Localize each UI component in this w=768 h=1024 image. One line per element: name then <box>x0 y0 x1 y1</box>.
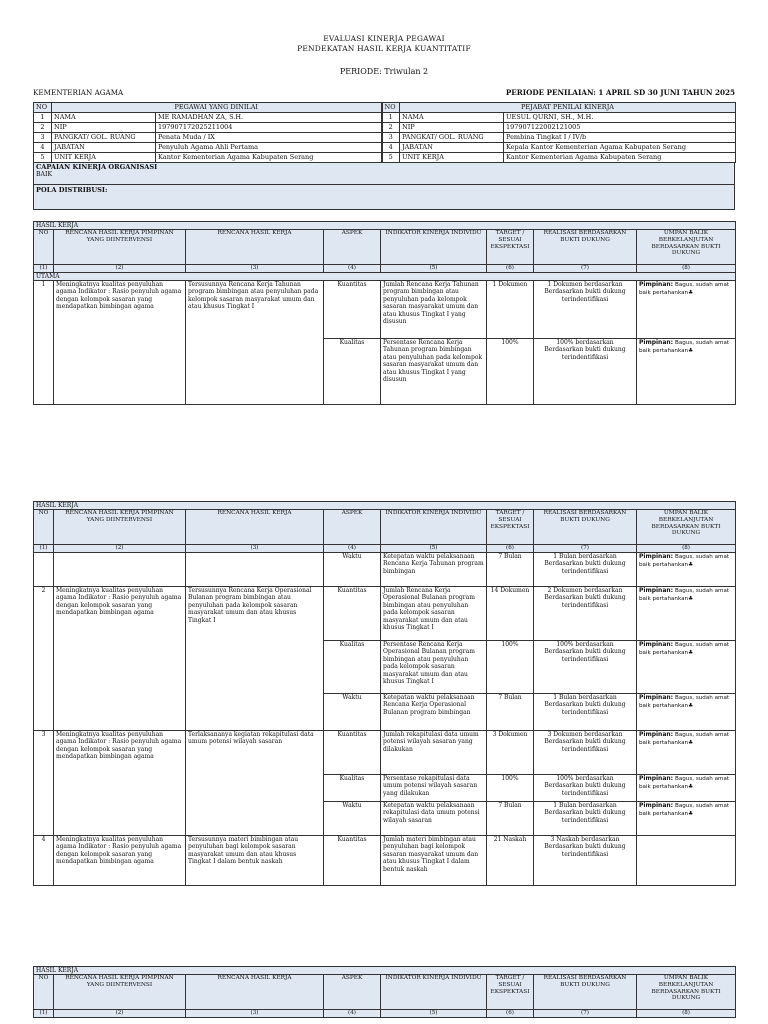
target-cell: 100% <box>487 641 534 694</box>
pejabat-value: UESUL QURNI, SH., M.H. <box>504 113 736 123</box>
aspek-cell: Kualitas <box>324 641 381 694</box>
feedback-cell <box>637 553 736 587</box>
document-title <box>0 34 768 54</box>
column-number: (4) <box>324 265 381 273</box>
rencana-hasil-kerja: Tersusunnya materi bimbingan atau penyuluhan bagi kelompok sasaran masyarakat umum dan atau khusus Tingkat I dalam bentuk naskah <box>186 836 324 886</box>
feedback-pimpinan: Pimpinan: <box>639 775 674 782</box>
column-header: UMPAN BALIK BERKELANJUTAN BERDASARKAN BUKTI DUKUNG <box>637 510 736 545</box>
pejabat-label: NAMA <box>400 113 504 123</box>
feedback-cell <box>637 587 736 641</box>
indikator-cell: Jumlah Rencana Kerja Tahunan program bimbingan atau penyuluhan pada kelompok sasaran masyarakat umum dan atau khusus Tingkat I yang disusun <box>381 281 487 339</box>
column-header: RENCANA HASIL KERJA PIMPINAN YANG DIINTERVENSI <box>54 230 186 265</box>
pegawai-label: NIP <box>52 123 156 133</box>
row-no: 1 <box>34 281 54 405</box>
col-no-right: NO <box>382 103 400 113</box>
pejabat-no: 3 <box>382 133 400 143</box>
pegawai-no: 4 <box>34 143 52 153</box>
column-header: REALISASI BERDASARKAN BUKTI DUKUNG <box>534 975 637 1010</box>
instansi-name: KEMENTERIAN AGAMA <box>33 88 124 97</box>
indikator-cell: Jumlah materi bimbingan atau penyuluhan bagi kelompok sasaran masyarakat umum dan atau khusus Tingkat I dalam bentuk naskah <box>381 836 487 886</box>
column-number-row <box>34 1010 736 1018</box>
feedback-text: Bagus, sudah amat baik pertahankan♣ <box>639 695 730 710</box>
column-number: (8) <box>637 1010 736 1018</box>
column-header: TARGET / SESUAI EKSPEKTASI <box>487 975 534 1010</box>
pejabat-value: Kepala Kantor Kementerian Agama Kabupaten Serang <box>504 143 736 153</box>
feedback-cell <box>637 641 736 694</box>
column-header: RENCANA HASIL KERJA <box>186 975 324 1010</box>
capaian-value: BAIK <box>36 171 53 179</box>
utama-row <box>34 273 736 281</box>
realisasi-cell: 1 Dokumen berdasarkan Berdasarkan bukti dukung terindentifikasi <box>534 281 637 339</box>
column-header: ASPEK <box>324 975 381 1010</box>
hasil-kerja-section-row <box>34 967 736 975</box>
indikator-cell: Jumlah Rencana Kerja Operasional Bulanan program bimbingan atau penyuluhan pada kelompok sasaran masyarakat umum dan atau khusus Tingkat I <box>381 587 487 641</box>
feedback-pimpinan: Pimpinan: <box>639 587 674 594</box>
column-number: (1) <box>34 1010 54 1018</box>
pejabat-label: NIP <box>400 123 504 133</box>
target-cell: 14 Dokumen <box>487 587 534 641</box>
hasil-kerja-block-2 <box>33 501 735 886</box>
periode-penilaian: PERIODE PENILAIAN: 1 APRIL SD 30 JUNI TAHUN 2025 <box>505 88 735 97</box>
feedback-pimpinan: Pimpinan: <box>639 281 674 288</box>
feedback-cell <box>637 731 736 775</box>
pegawai-dinilai-title: PEGAWAI YANG DINILAI <box>52 103 382 113</box>
pegawai-value: Penyuluh Agama Ahli Pertama <box>156 143 382 153</box>
column-header: REALISASI BERDASARKAN BUKTI DUKUNG <box>534 230 637 265</box>
pejabat-value: 197907122002121005 <box>504 123 736 133</box>
rencana-hasil-kerja: Tersusunnya Rencana Kerja Operasional Bulanan program bimbingan atau penyuluhan pada kelompok sasaran masyarakat umum dan atau khusus Tingkat I <box>186 587 324 731</box>
row-no: 3 <box>34 731 54 836</box>
indicator-row <box>34 731 736 775</box>
aspek-cell: Kualitas <box>324 775 381 802</box>
column-number: (6) <box>487 1010 534 1018</box>
column-header-row <box>34 510 736 545</box>
column-header: NO <box>34 230 54 265</box>
feedback-text: Bagus, sudah amat baik pertahankan♣ <box>639 340 730 355</box>
column-header: INDIKATOR KINERJA INDIVIDU <box>381 510 487 545</box>
pejabat-no: 2 <box>382 123 400 133</box>
target-cell: 7 Bulan <box>487 694 534 731</box>
realisasi-cell: 100% berdasarkan Berdasarkan bukti dukung terindentifikasi <box>534 775 637 802</box>
pejabat-value: Kantor Kementerian Agama Kabupaten Serang <box>504 153 736 163</box>
column-header: NO <box>34 975 54 1010</box>
pegawai-no: 3 <box>34 133 52 143</box>
rencana-pimpinan: Meningkatnya kualitas penyuluhan agama Indikator : Rasio penyuluh agama dengan kelompok sasaran yang mendapatkan bimbingan agama <box>54 281 186 405</box>
column-header: RENCANA HASIL KERJA PIMPINAN YANG DIINTERVENSI <box>54 975 186 1010</box>
feedback-pimpinan: Pimpinan: <box>639 802 674 809</box>
indicator-row <box>34 587 736 641</box>
aspek-cell: Kuantitas <box>324 836 381 886</box>
feedback-pimpinan: Pimpinan: <box>639 731 674 738</box>
feedback-text: Bagus, sudah amat baik pertahankan♣ <box>639 803 730 818</box>
column-number: (6) <box>487 545 534 553</box>
realisasi-cell: 1 Bulan berdasarkan Berdasarkan bukti dukung terindentifikasi <box>534 802 637 836</box>
pegawai-no: 1 <box>34 113 52 123</box>
column-number: (8) <box>637 545 736 553</box>
pegawai-label: NAMA <box>52 113 156 123</box>
row-no <box>34 553 54 587</box>
column-header: RENCANA HASIL KERJA <box>186 230 324 265</box>
identity-rows <box>34 113 736 163</box>
pegawai-no: 5 <box>34 153 52 163</box>
pegawai-value: 197907172025211004 <box>156 123 382 133</box>
target-cell: 7 Bulan <box>487 553 534 587</box>
title-line-1: EVALUASI KINERJA PEGAWAI <box>323 34 445 43</box>
aspek-cell: Waktu <box>324 553 381 587</box>
indicator-row <box>34 281 736 339</box>
feedback-text: Bagus, sudah amat baik pertahankan♣ <box>639 554 730 569</box>
identity-row <box>34 153 736 163</box>
target-cell: 1 Dokumen <box>487 281 534 339</box>
realisasi-cell: 3 Naskah berdasarkan Berdasarkan bukti dukung terindentifikasi <box>534 836 637 886</box>
identity-section <box>33 102 735 210</box>
realisasi-cell: 100% berdasarkan Berdasarkan bukti dukung terindentifikasi <box>534 641 637 694</box>
identity-row <box>34 123 736 133</box>
pegawai-value: Kantor Kementerian Agama Kabupaten Serang <box>156 153 382 163</box>
column-number: (8) <box>637 265 736 273</box>
indikator-cell: Persentase Rencana Kerja Operasional Bulanan program bimbingan atau penyuluhan pada kelompok sasaran masyarakat umum dan atau khusus Tingkat I <box>381 641 487 694</box>
feedback-pimpinan: Pimpinan: <box>639 641 674 648</box>
column-header: REALISASI BERDASARKAN BUKTI DUKUNG <box>534 510 637 545</box>
pegawai-label: UNIT KERJA <box>52 153 156 163</box>
pola-cell <box>34 185 735 210</box>
column-header: UMPAN BALIK BERKELANJUTAN BERDASARKAN BUKTI DUKUNG <box>637 230 736 265</box>
hasil-kerja-block-3 <box>33 966 735 1018</box>
pegawai-value: ME RAMADHAN ZA, S.H. <box>156 113 382 123</box>
identity-row <box>34 113 736 123</box>
hasil-kerja-section-row <box>34 222 736 230</box>
column-header: TARGET / SESUAI EKSPEKTASI <box>487 230 534 265</box>
column-number: (2) <box>54 265 186 273</box>
indikator-cell: Persentase rekapitulasi data umum potensi wilayah sasaran yang dilakukan <box>381 775 487 802</box>
column-number: (2) <box>54 545 186 553</box>
feedback-cell <box>637 281 736 339</box>
target-cell: 100% <box>487 775 534 802</box>
indicator-row <box>34 836 736 886</box>
pejabat-value: Pembina Tingkat I / IV/b <box>504 133 736 143</box>
column-header: TARGET / SESUAI EKSPEKTASI <box>487 510 534 545</box>
pegawai-no: 2 <box>34 123 52 133</box>
column-number: (2) <box>54 1010 186 1018</box>
indikator-cell: Ketepatan waktu pelaksanaan Rencana Kerja Tahunan program bimbingan <box>381 553 487 587</box>
aspek-cell: Kualitas <box>324 339 381 405</box>
hasil-kerja-table-2 <box>33 501 736 886</box>
column-number: (4) <box>324 1010 381 1018</box>
column-number: (5) <box>381 1010 487 1018</box>
aspek-cell: Kuantitas <box>324 281 381 339</box>
column-header: INDIKATOR KINERJA INDIVIDU <box>381 230 487 265</box>
pegawai-value: Penata Muda / IX <box>156 133 382 143</box>
feedback-cell <box>637 339 736 405</box>
capaian-label: CAPAIAN KINERJA ORGANISASI <box>36 163 158 171</box>
column-header: UMPAN BALIK BERKELANJUTAN BERDASARKAN BUKTI DUKUNG <box>637 975 736 1010</box>
feedback-pimpinan: Pimpinan: <box>639 694 674 701</box>
feedback-cell <box>637 694 736 731</box>
column-number-row <box>34 545 736 553</box>
aspek-cell: Kuantitas <box>324 587 381 641</box>
aspek-cell: Waktu <box>324 802 381 836</box>
feedback-cell <box>637 802 736 836</box>
pejabat-no: 4 <box>382 143 400 153</box>
rencana-hasil-kerja: Terlaksananya kegiatan rekapitulasi data umum potensi wilayah sasaran <box>186 731 324 836</box>
pejabat-no: 5 <box>382 153 400 163</box>
hasil-kerja-label: HASIL KERJA <box>34 222 736 230</box>
realisasi-cell: 3 Dokumen berdasarkan Berdasarkan bukti dukung terindentifikasi <box>534 731 637 775</box>
indikator-cell: Ketepatan waktu pelaksanaan Rencana Kerja Operasional Bulanan program bimbingan <box>381 694 487 731</box>
rencana-pimpinan: Meningkatnya kualitas penyuluhan agama Indikator : Rasio penyuluh agama dengan kelompok sasaran yang mendapatkan bimbingan agama <box>54 836 186 886</box>
column-number: (3) <box>186 1010 324 1018</box>
column-number: (7) <box>534 545 637 553</box>
identity-table <box>33 102 736 163</box>
target-cell: 3 Dokumen <box>487 731 534 775</box>
realisasi-cell: 100% berdasarkan Berdasarkan bukti dukung terindentifikasi <box>534 339 637 405</box>
realisasi-cell: 2 Dokumen berdasarkan Berdasarkan bukti dukung terindentifikasi <box>534 587 637 641</box>
hasil-kerja-label: HASIL KERJA <box>34 967 736 975</box>
column-number: (4) <box>324 545 381 553</box>
hasil-kerja-block-1 <box>33 221 735 405</box>
pegawai-label: JABATAN <box>52 143 156 153</box>
identity-row <box>34 133 736 143</box>
column-header: INDIKATOR KINERJA INDIVIDU <box>381 975 487 1010</box>
instansi-row <box>33 88 735 97</box>
capaian-cell <box>34 163 735 185</box>
pola-label: POLA DISTRIBUSI: <box>36 186 108 194</box>
rencana-pimpinan: Meningkatnya kualitas penyuluhan agama Indikator : Rasio penyuluh agama dengan kelompok sasaran yang mendapatkan bimbingan agama <box>54 587 186 731</box>
feedback-cell-empty <box>637 836 736 886</box>
feedback-pimpinan: Pimpinan: <box>639 339 674 346</box>
indikator-cell: Persentase Rencana Kerja Tahunan program bimbingan atau penyuluhan pada kelompok sasaran masyarakat umum dan atau khusus Tingkat I yang disusun <box>381 339 487 405</box>
aspek-cell: Waktu <box>324 694 381 731</box>
column-number: (5) <box>381 265 487 273</box>
col-no-left: NO <box>34 103 52 113</box>
identity-row <box>34 143 736 153</box>
column-number: (6) <box>487 265 534 273</box>
feedback-text: Bagus, sudah amat baik pertahankan♣ <box>639 588 730 603</box>
realisasi-cell: 1 Bulan berdasarkan Berdasarkan bukti dukung terindentifikasi <box>534 694 637 731</box>
row-no: 2 <box>34 587 54 731</box>
pejabat-label: PANGKAT/ GOL. RUANG <box>400 133 504 143</box>
row-no: 4 <box>34 836 54 886</box>
column-header: ASPEK <box>324 230 381 265</box>
hasil-kerja-label: HASIL KERJA <box>34 502 736 510</box>
column-header: RENCANA HASIL KERJA PIMPINAN YANG DIINTERVENSI <box>54 510 186 545</box>
pejabat-label: JABATAN <box>400 143 504 153</box>
pejabat-label: UNIT KERJA <box>400 153 504 163</box>
aspek-cell: Kuantitas <box>324 731 381 775</box>
column-header: RENCANA HASIL KERJA <box>186 510 324 545</box>
hasil-kerja-table-1 <box>33 221 736 405</box>
column-header-row <box>34 230 736 265</box>
rencana-pimpinan <box>54 553 186 587</box>
indikator-cell: Jumlah rekapitulasi data umum potensi wilayah sasaran yang dilakukan <box>381 731 487 775</box>
feedback-text: Bagus, sudah amat baik pertahankan♣ <box>639 282 730 297</box>
column-header: ASPEK <box>324 510 381 545</box>
column-header-row <box>34 975 736 1010</box>
hasil-kerja-table-3 <box>33 966 736 1018</box>
title-line-2: PENDEKATAN HASIL KERJA KUANTITATIF <box>297 44 471 53</box>
column-number: (5) <box>381 545 487 553</box>
pegawai-label: PANGKAT/ GOL. RUANG <box>52 133 156 143</box>
indikator-cell: Ketepatan waktu pelaksanaan rekapitulasi data umum potensi wilayah sasaran <box>381 802 487 836</box>
target-cell: 100% <box>487 339 534 405</box>
column-number: (7) <box>534 1010 637 1018</box>
column-number: (1) <box>34 265 54 273</box>
column-number: (1) <box>34 545 54 553</box>
target-cell: 7 Bulan <box>487 802 534 836</box>
column-number: (3) <box>186 265 324 273</box>
pejabat-penilai-title: PEJABAT PENILAI KINERJA <box>400 103 736 113</box>
capaian-table <box>33 162 735 210</box>
rencana-pimpinan: Meningkatnya kualitas penyuluhan agama Indikator : Rasio penyuluh agama dengan kelompok sasaran yang mendapatkan bimbingan agama <box>54 731 186 836</box>
column-number: (3) <box>186 545 324 553</box>
pejabat-no: 1 <box>382 113 400 123</box>
target-cell: 21 Naskah <box>487 836 534 886</box>
feedback-text: Bagus, sudah amat baik pertahankan♣ <box>639 732 730 747</box>
utama-label: UTAMA <box>34 273 736 281</box>
realisasi-cell: 1 Bulan berdasarkan Berdasarkan bukti dukung terindentifikasi <box>534 553 637 587</box>
periode-label: PERIODE: Triwulan 2 <box>339 67 429 76</box>
column-number-row <box>34 265 736 273</box>
feedback-cell <box>637 775 736 802</box>
feedback-text: Bagus, sudah amat baik pertahankan♣ <box>639 776 730 791</box>
hasil-kerja-section-row <box>34 502 736 510</box>
feedback-pimpinan: Pimpinan: <box>639 553 674 560</box>
rencana-hasil-kerja: Tersusunnya Rencana Kerja Tahunan program bimbingan atau penyuluhan pada kelompok sasaran masyarakat umum dan atau khusus Tingkat I <box>186 281 324 405</box>
indicator-row <box>34 553 736 587</box>
feedback-text: Bagus, sudah amat baik pertahankan♣ <box>639 642 730 657</box>
column-header: NO <box>34 510 54 545</box>
rencana-hasil-kerja <box>186 553 324 587</box>
column-number: (7) <box>534 265 637 273</box>
